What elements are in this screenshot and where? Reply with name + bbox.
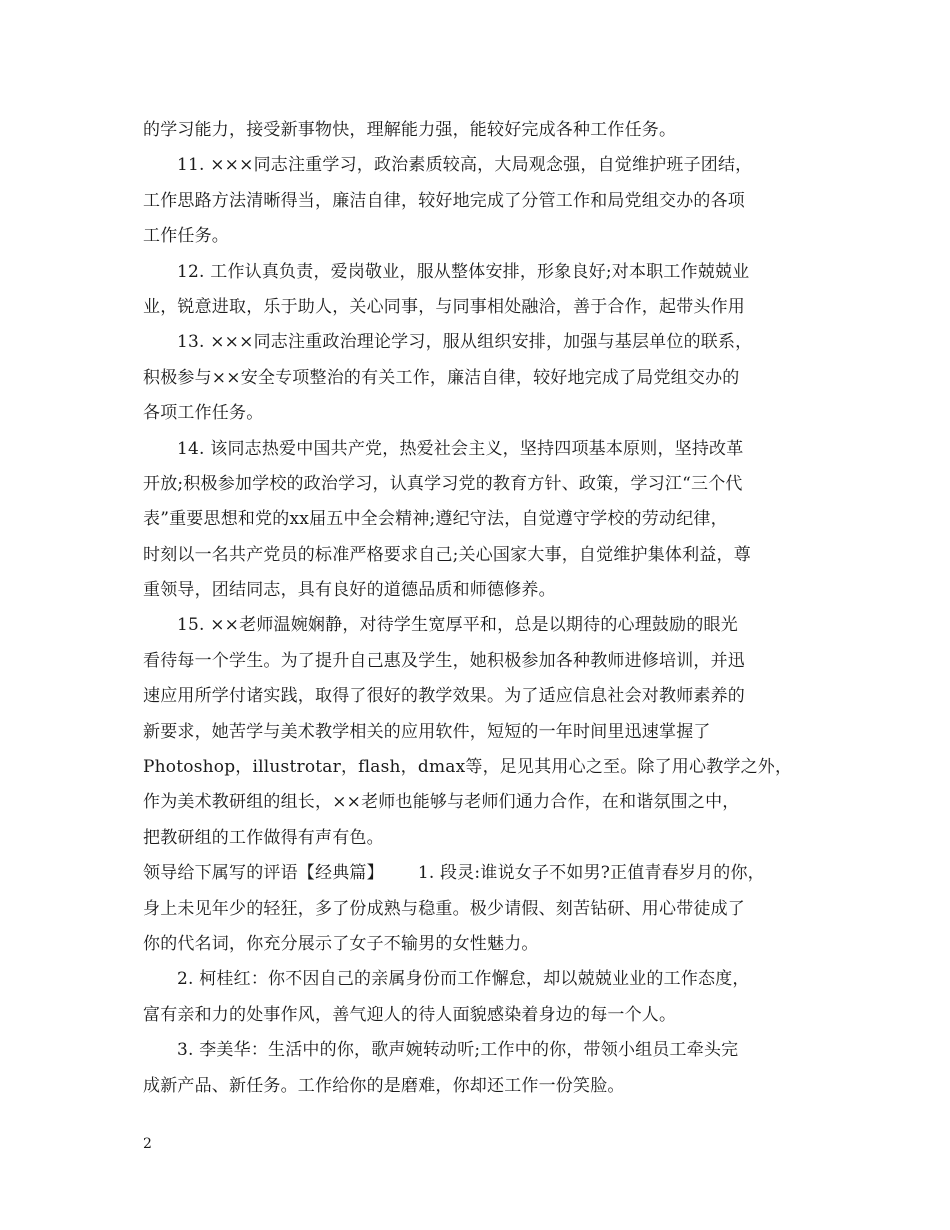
text-line: Photoshop，illustrotar，flash，dmax等，足见其用心之至。除了用心教学之外， (143, 757, 793, 778)
paragraph-15-start: 15. ××老师温婉娴静，对待学生宽厚平和，总是以期待的心理鼓励的眼光 (177, 615, 738, 636)
text-line: 时刻以一名共产党员的标准严格要求自己;关心国家大事，自觉维护集体利益，尊 (143, 544, 751, 565)
text-line: 成新产品、新任务。工作给你的是磨难，你却还工作一份笑脸。 (143, 1075, 625, 1096)
text-line: 速应用所学付诸实践，取得了很好的教学效果。为了适应信息社会对教师素养的 (143, 686, 745, 707)
paragraph-13-start: 13. ×××同志注重政治理论学习，服从组织安排，加强与基层单位的联系， (177, 332, 753, 353)
page-number: 2 (143, 1136, 152, 1152)
text-line: 你的代名词，你充分展示了女子不输男的女性魅力。 (143, 933, 539, 954)
document-body (143, 113, 833, 1104)
text-line: 作为美术教研组的组长，××老师也能够与老师们通力合作，在和谐氛围之中， (143, 792, 740, 813)
text-line: 看待每一个学生。为了提升自己惠及学生，她积极参加各种教师进修培训，并迅 (143, 650, 745, 671)
text-line: 工作思路方法清晰得当，廉洁自律，较好地完成了分管工作和局党组交办的各项 (143, 190, 745, 211)
text-line: 工作任务。 (143, 226, 229, 247)
section-first-line: 1. 段灵:谁说女子不如男?正值青春岁月的你， (417, 863, 765, 884)
section-heading-line (143, 856, 833, 891)
text-line: 表”重要思想和党的xx届五中全会精神;遵纪守法，自觉遵守学校的劳动纪律， (143, 509, 728, 530)
section-heading: 领导给下属写的评语【经典篇】 (143, 863, 384, 884)
paragraph-2-start: 2. 柯桂红：你不因自己的亲属身份而工作懈怠，却以兢兢业业的工作态度， (177, 969, 750, 990)
text-line: 的学习能力，接受新事物快，理解能力强，能较好完成各种工作任务。 (143, 120, 677, 140)
text-line: 富有亲和力的处事作风，善气迎人的待人面貌感染着身边的每一个人。 (143, 1004, 677, 1025)
text-line: 重领导，团结同志，具有良好的道德品质和师德修养。 (143, 580, 556, 601)
paragraph-3-start: 3. 李美华：生活中的你，歌声婉转动听;工作中的你，带领小组员工牵头完 (177, 1040, 739, 1061)
text-line: 把教研组的工作做得有声有色。 (143, 827, 384, 848)
text-line: 开放;积极参加学校的政治学习，认真学习党的教育方针、政策，学习江“三个代 (143, 473, 743, 494)
text-line: 身上未见年少的轻狂，多了份成熟与稳重。极少请假、刻苦钻研、用心带徒成了 (143, 898, 745, 919)
text-line: 业，锐意进取，乐于助人，关心同事，与同事相处融洽，善于合作，起带头作用 (143, 296, 745, 317)
paragraph-11-start: 11. ×××同志注重学习，政治素质较高，大局观念强，自觉维护班子团结， (177, 155, 753, 176)
text-line: 各项工作任务。 (143, 403, 264, 424)
text-line: 新要求，她苦学与美术教学相关的应用软件，短短的一年时间里迅速掌握了 (143, 721, 711, 742)
paragraph-12-start: 12. 工作认真负责，爱岗敬业，服从整体安排，形象良好;对本职工作兢兢业 (177, 261, 750, 282)
paragraph-14-start: 14. 该同志热爱中国共产党，热爱社会主义，坚持四项基本原则，坚持改革 (177, 438, 744, 459)
text-line: 积极参与××安全专项整治的有关工作，廉洁自律，较好地完成了局党组交办的 (143, 367, 740, 388)
